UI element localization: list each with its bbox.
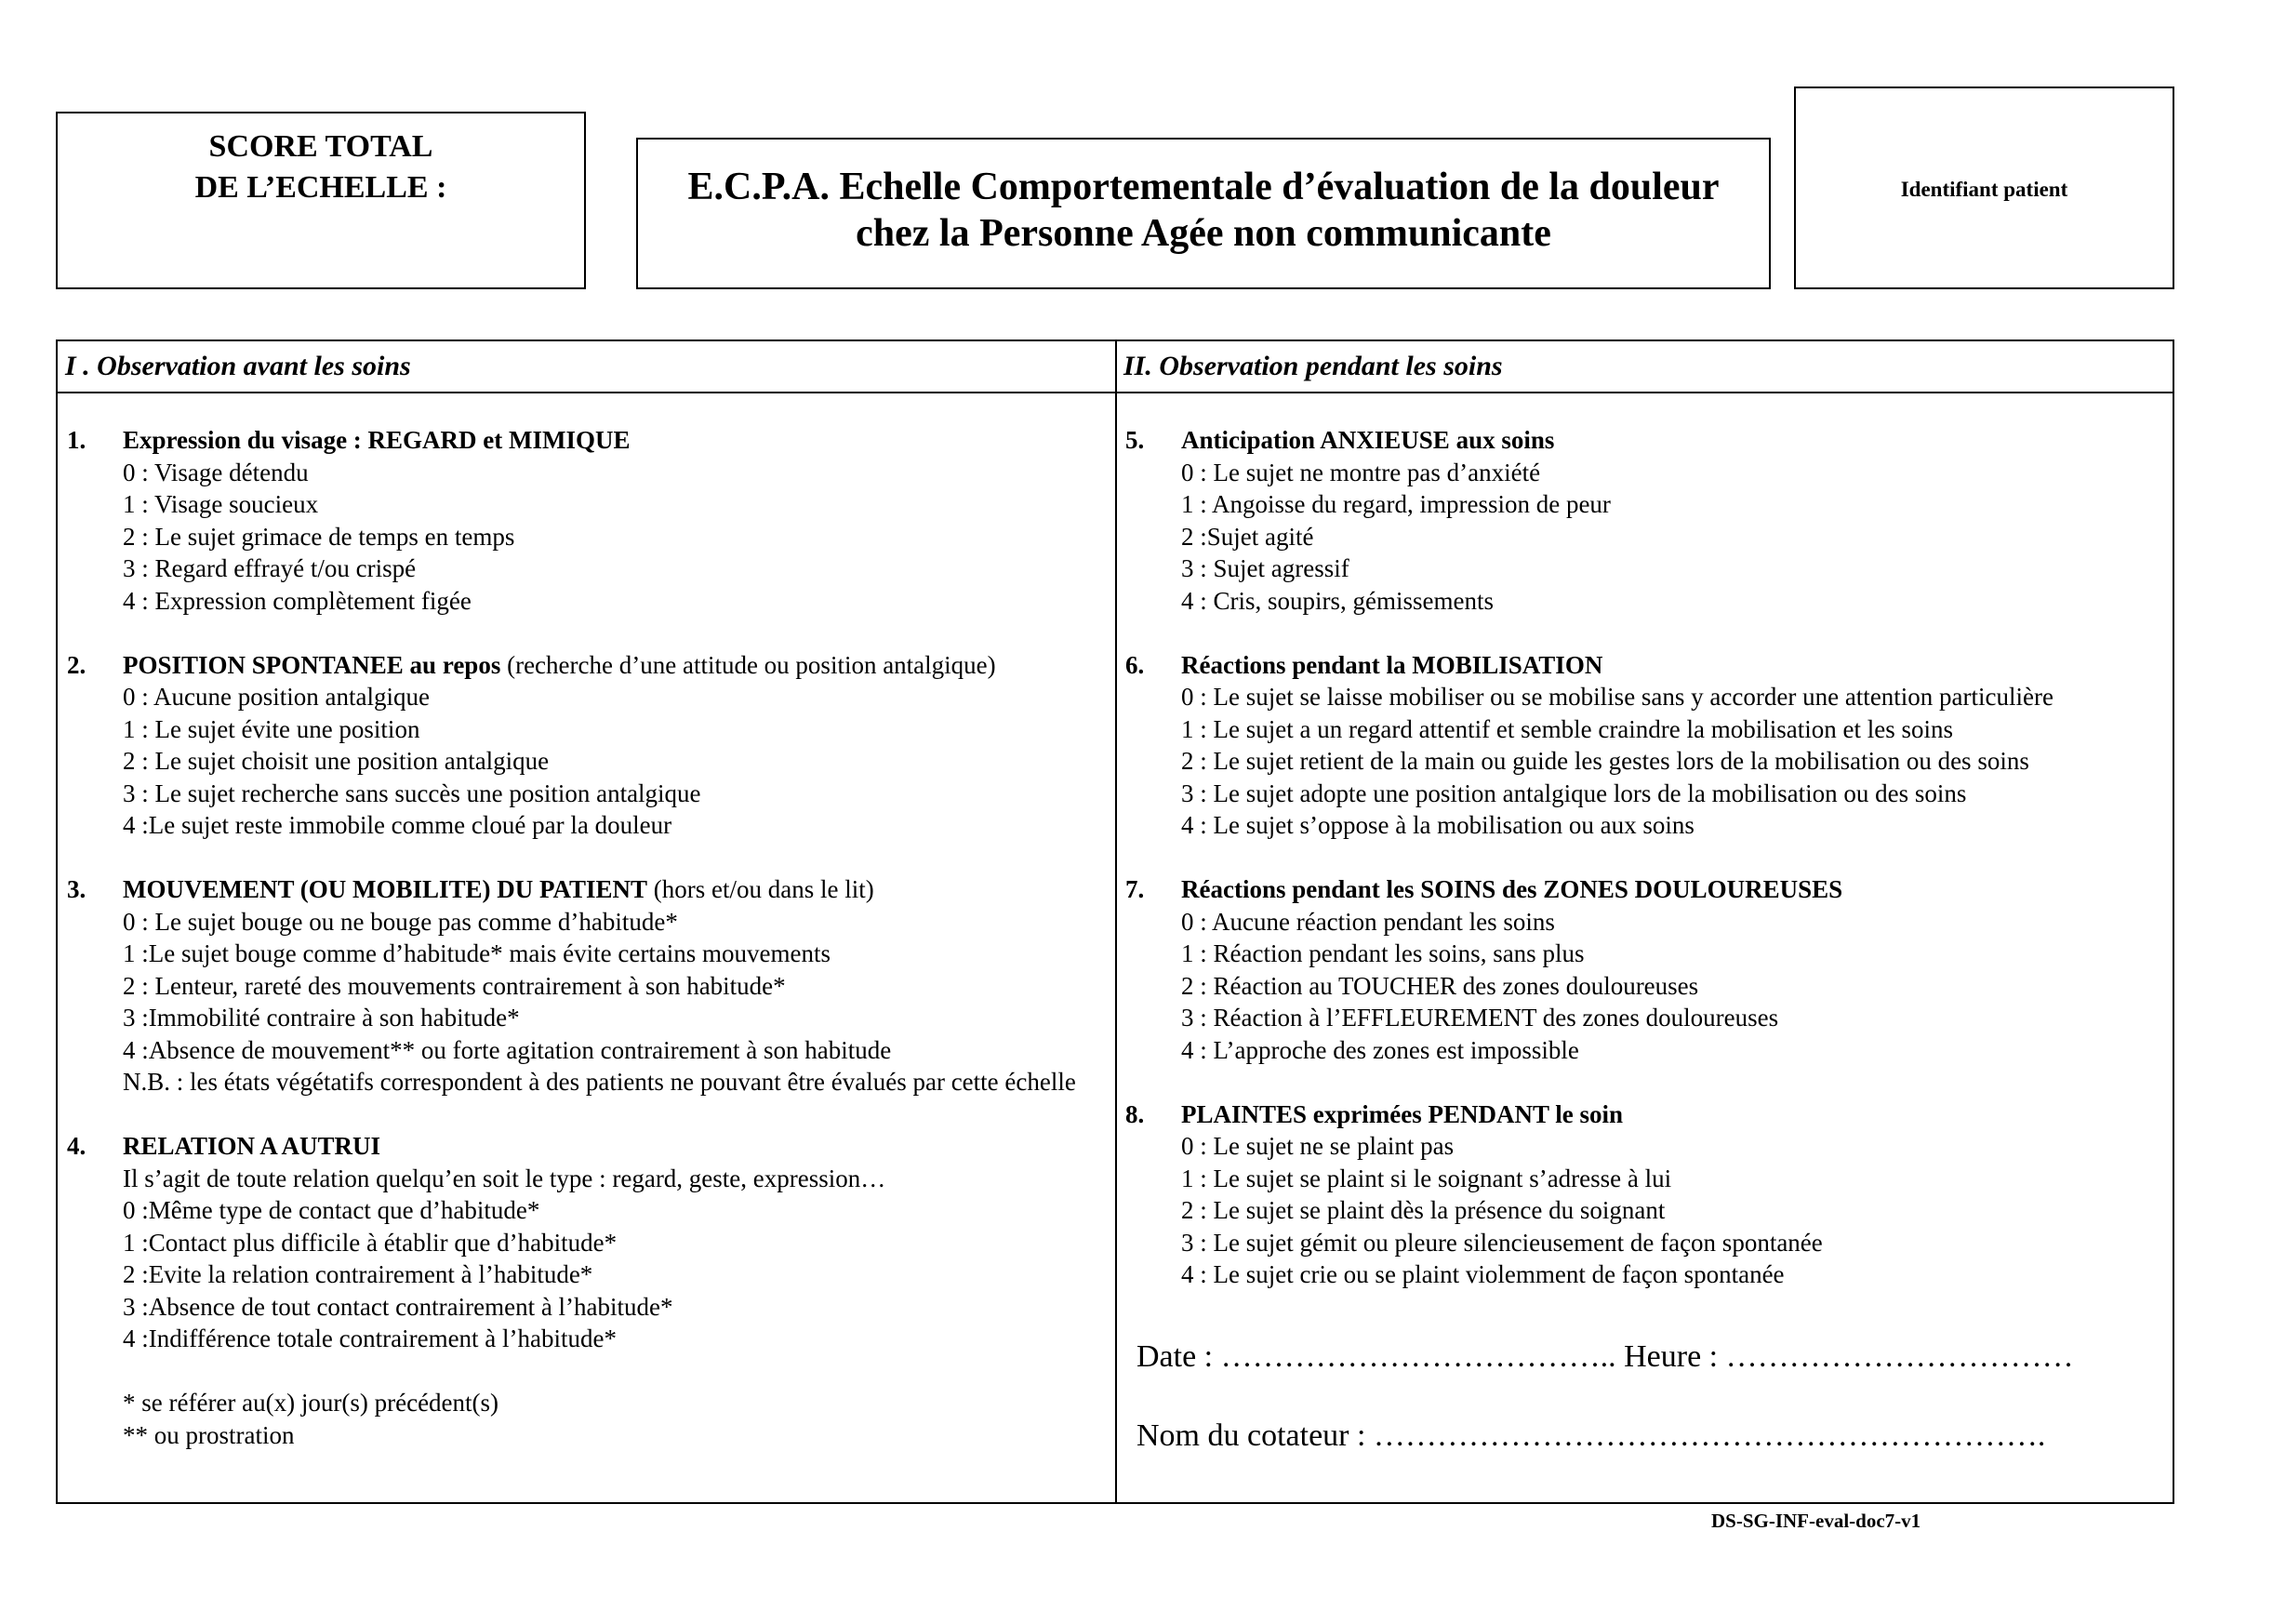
score-item: 1 : Réaction pendant les soins, sans plus [1181, 939, 1585, 967]
section-patient-movement [67, 873, 1109, 1098]
score-item: 2 : Réaction au TOUCHER des zones douloureuses [1181, 971, 1699, 1000]
score-item: 1 :Le sujet bouge comme d’habitude* mais évite certains mouvements [123, 939, 831, 967]
score-item: 1 : Le sujet se plaint si le soignant s’adresse à lui [1181, 1164, 1672, 1192]
score-item: 4 : L’approche des zones est impossible [1181, 1035, 1579, 1064]
section-title-text: PLAINTES exprimées PENDANT le soin [1181, 1099, 1624, 1128]
score-item: 3 :Immobilité contraire à son habitude* [123, 1004, 520, 1032]
score-item: 3 : Regard effrayé t/ou crispé [123, 554, 417, 582]
score-item: 0 : Le sujet bouge ou ne bouge pas comme d’habitude* [123, 907, 678, 936]
document-title-line2: chez la Personne Agée non communicante [856, 212, 1551, 255]
score-item: 3 : Le sujet adopte une position antalgique lors de la mobilisation ou des soins [1181, 779, 1967, 807]
section-title [67, 424, 1109, 457]
section-title [1125, 1098, 2172, 1131]
score-item: 0 : Le sujet ne montre pas d’anxiété [1181, 458, 1541, 486]
section-title [1125, 873, 2172, 906]
score-item: 0 : Aucune position antalgique [123, 683, 430, 711]
section-title-text: RELATION A AUTRUI [123, 1132, 381, 1160]
score-item: 4 : Le sujet crie ou se plaint violemment de façon spontanée [1181, 1260, 1785, 1288]
observation-table [56, 339, 2174, 1504]
score-item: 0 : Le sujet se laisse mobiliser ou se mobilise sans y accorder une attention particulière [1181, 683, 2053, 711]
score-item: 4 : Cris, soupirs, gémissements [1181, 586, 1494, 615]
score-item: 1 :Contact plus difficile à établir que d’habitude* [123, 1228, 618, 1257]
right-column [1125, 424, 2172, 1323]
section-title-text: Réactions pendant les SOINS des ZONES DOULOUREUSES [1181, 875, 1843, 903]
footnotes [67, 1387, 1109, 1451]
footnote-prostration: ** ou prostration [123, 1420, 295, 1449]
section-facial-expression [67, 424, 1109, 617]
section-title [67, 649, 1109, 682]
section-number: 2. [67, 650, 86, 679]
score-label-line1: SCORE TOTAL [208, 129, 433, 164]
score-label-line2: DE L’ECHELLE : [194, 170, 447, 205]
score-item: 1 : Le sujet a un regard attentif et semble craindre la mobilisation et les soins [1181, 714, 1953, 743]
left-column-header: I . Observation avant les soins [65, 351, 411, 381]
section-title [1125, 649, 2172, 682]
document-title-box [636, 138, 1771, 289]
score-item: 3 : Le sujet gémit ou pleure silencieusement de façon spontanée [1181, 1228, 1823, 1257]
score-item: 2 : Le sujet retient de la main ou guide les gestes lors de la mobilisation ou des soins [1181, 747, 2029, 775]
score-item: 3 : Réaction à l’EFFLEUREMENT des zones douloureuses [1181, 1004, 1779, 1032]
rater-name-field: Nom du cotateur : ………………………………………………………. [1136, 1418, 2046, 1453]
patient-id-box [1794, 87, 2174, 289]
score-item: 2 : Lenteur, rareté des mouvements contrairement à son habitude* [123, 971, 786, 1000]
section-title-note: (hors et/ou dans le lit) [647, 875, 874, 903]
section-number: 7. [1125, 875, 1145, 903]
score-item: 2 : Le sujet se plaint dès la présence du soignant [1181, 1196, 1666, 1224]
section-title [1125, 424, 2172, 457]
score-item: 0 : Visage détendu [123, 458, 309, 486]
section-title-text: MOUVEMENT (OU MOBILITE) DU PATIENT [123, 875, 648, 903]
section-number: 6. [1125, 650, 1145, 679]
left-column [67, 424, 1109, 1451]
patient-id-label: Identifiant patient [1900, 178, 2068, 201]
section-painful-zones-care [1125, 873, 2172, 1066]
score-item: 4 : Expression complètement figée [123, 586, 472, 615]
column-divider [1115, 341, 1117, 1502]
section-number: 4. [67, 1132, 86, 1160]
header-divider [58, 392, 2173, 393]
section-title [67, 873, 1109, 906]
section-number: 8. [1125, 1099, 1145, 1128]
score-item: 4 :Indifférence totale contrairement à l’habitude* [123, 1324, 618, 1352]
score-item: 0 : Le sujet ne se plaint pas [1181, 1132, 1455, 1160]
score-item: 3 :Absence de tout contact contrairement à l’habitude* [123, 1292, 673, 1321]
score-item: 4 : Le sujet s’oppose à la mobilisation ou aux soins [1181, 811, 1695, 839]
section-nb-note: N.B. : les états végétatifs correspondent à des patients ne pouvant être évalués par cette échelle [123, 1068, 1076, 1096]
score-item: 2 :Evite la relation contrairement à l’habitude* [123, 1260, 593, 1288]
score-item: 2 :Sujet agité [1181, 522, 1314, 551]
document-title-line1: E.C.P.A. Echelle Comportementale d’évaluation de la douleur [687, 166, 1720, 208]
total-score-box [56, 112, 586, 289]
score-item: 3 : Sujet agressif [1181, 554, 1349, 582]
score-item: 4 :Absence de mouvement** ou forte agitation contrairement à son habitude [123, 1035, 892, 1064]
section-complaints-during-care [1125, 1098, 2172, 1291]
score-item: 0 : Aucune réaction pendant les soins [1181, 907, 1555, 936]
section-anxious-anticipation [1125, 424, 2172, 617]
section-number: 5. [1125, 426, 1145, 454]
document-reference: DS-SG-INF-eval-doc7-v1 [1711, 1510, 1921, 1532]
section-intro: Il s’agit de toute relation quelqu’en soit le type : regard, geste, expression… [123, 1164, 886, 1192]
section-title-text: POSITION SPONTANEE au repos [123, 650, 501, 679]
score-item: 0 :Même type de contact que d’habitude* [123, 1196, 540, 1224]
score-item: 2 : Le sujet choisit une position antalgique [123, 747, 550, 775]
right-column-header: II. Observation pendant les soins [1123, 351, 1503, 381]
date-time-field: Date : ……………………………….. Heure : …………………………… [1136, 1339, 2074, 1374]
section-title [67, 1130, 1109, 1163]
section-title-note: (recherche d’une attitude ou position antalgique) [500, 650, 996, 679]
section-number: 3. [67, 875, 86, 903]
section-title-text: Réactions pendant la MOBILISATION [1181, 650, 1603, 679]
section-number: 1. [67, 426, 86, 454]
score-item: 1 : Angoisse du regard, impression de peur [1181, 490, 1611, 518]
score-item: 1 : Le sujet évite une position [123, 714, 420, 743]
section-mobilisation-reactions [1125, 649, 2172, 842]
score-item: 3 : Le sujet recherche sans succès une position antalgique [123, 779, 701, 807]
section-relation-to-others [67, 1130, 1109, 1355]
footnote-previous-days: * se référer au(x) jour(s) précédent(s) [123, 1389, 499, 1417]
section-title-text: Expression du visage : REGARD et MIMIQUE [123, 426, 631, 454]
score-item: 1 : Visage soucieux [123, 490, 319, 518]
score-item: 4 :Le sujet reste immobile comme cloué par la douleur [123, 811, 672, 839]
section-title-text: Anticipation ANXIEUSE aux soins [1181, 426, 1555, 454]
section-spontaneous-position [67, 649, 1109, 842]
score-item: 2 : Le sujet grimace de temps en temps [123, 522, 515, 551]
